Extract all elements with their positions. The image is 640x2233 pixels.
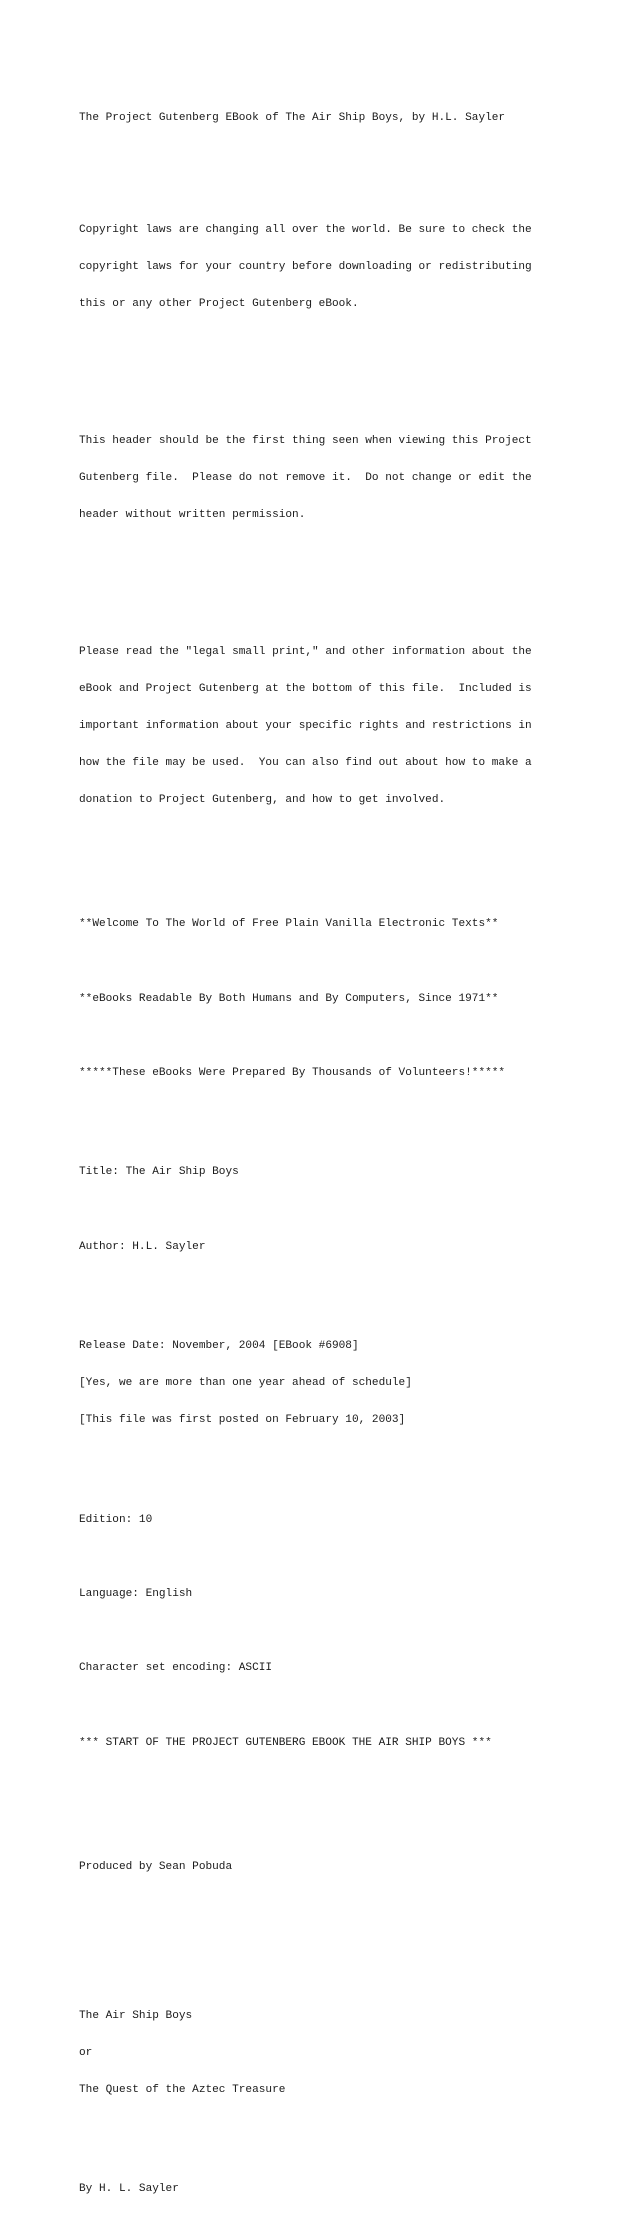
slogan-welcome: **Welcome To The World of Free Plain Vanilla Electronic Texts** — [79, 918, 499, 931]
paragraph-line: This header should be the first thing seen when viewing this Project — [79, 434, 532, 447]
metadata-author: Author: H.L. Sayler — [79, 1240, 206, 1253]
book-byline: By H. L. Sayler — [79, 2183, 179, 2196]
paragraph-line: donation to Project Gutenberg, and how to get involved. — [79, 794, 446, 807]
release-line: Release Date: November, 2004 [EBook #6908] — [79, 1340, 359, 1353]
blank-line — [79, 2146, 619, 2158]
blank-line — [79, 1278, 619, 1290]
metadata-release — [79, 1315, 619, 1451]
blank-line — [79, 360, 619, 372]
book-title-line: The Quest of the Aztec Treasure — [79, 2084, 286, 2097]
slogan-readable: **eBooks Readable By Both Humans and By Computers, Since 1971** — [79, 992, 499, 1005]
book-title-block — [79, 1985, 619, 2121]
metadata-language: Language: English — [79, 1588, 193, 1601]
blank-lines — [79, 856, 619, 881]
ebook-header-title: The Project Gutenberg EBook of The Air Ship Boys, by H.L. Sayler — [79, 112, 506, 125]
paragraph-line: copyright laws for your country before downloading or redistributing — [79, 261, 532, 274]
blank-line — [79, 956, 619, 968]
blank-lines — [79, 1104, 619, 1129]
paragraph-line: this or any other Project Gutenberg eBook. — [79, 298, 359, 311]
produced-by: Produced by Sean Pobuda — [79, 1860, 233, 1873]
paragraph-line: important information about your specific rights and restrictions in — [79, 719, 532, 732]
copyright-paragraph — [79, 199, 619, 335]
ebook-text-body — [79, 75, 619, 2233]
blank-lines — [79, 1898, 619, 1948]
header-notice-paragraph — [79, 410, 619, 546]
release-line: [Yes, we are more than one year ahead of schedule] — [79, 1377, 412, 1390]
metadata-encoding: Character set encoding: ASCII — [79, 1662, 273, 1675]
blank-line — [79, 1700, 619, 1712]
paragraph-line: Please read the "legal small print," and other information about the — [79, 645, 532, 658]
slogan-volunteers: *****These eBooks Were Prepared By Thousands of Volunteers!***** — [79, 1067, 506, 1080]
book-title-line: The Air Ship Boys — [79, 2009, 193, 2022]
metadata-edition: Edition: 10 — [79, 1513, 153, 1526]
blank-line — [79, 1476, 619, 1488]
metadata-title: Title: The Air Ship Boys — [79, 1166, 239, 1179]
paragraph-line: Gutenberg file. Please do not remove it. Do not change or edit the — [79, 471, 532, 484]
legal-paragraph — [79, 621, 619, 832]
blank-line — [79, 1551, 619, 1563]
blank-line — [79, 1030, 619, 1042]
release-line: [This file was first posted on February 10, 2003] — [79, 1414, 406, 1427]
blank-line — [79, 1204, 619, 1216]
paragraph-line: Copyright laws are changing all over the world. Be sure to check the — [79, 223, 532, 236]
paragraph-line: eBook and Project Gutenberg at the bottom of this file. Included is — [79, 682, 532, 695]
blank-line — [79, 149, 619, 161]
start-marker: *** START OF THE PROJECT GUTENBERG EBOOK THE AIR SHIP BOYS *** — [79, 1736, 492, 1749]
book-title-line: or — [79, 2046, 93, 2059]
blank-lines — [79, 1774, 619, 1824]
paragraph-line: header without written permission. — [79, 509, 306, 522]
blank-line — [79, 1625, 619, 1637]
blank-line — [79, 571, 619, 583]
paragraph-line: how the file may be used. You can also find out about how to make a — [79, 757, 532, 770]
